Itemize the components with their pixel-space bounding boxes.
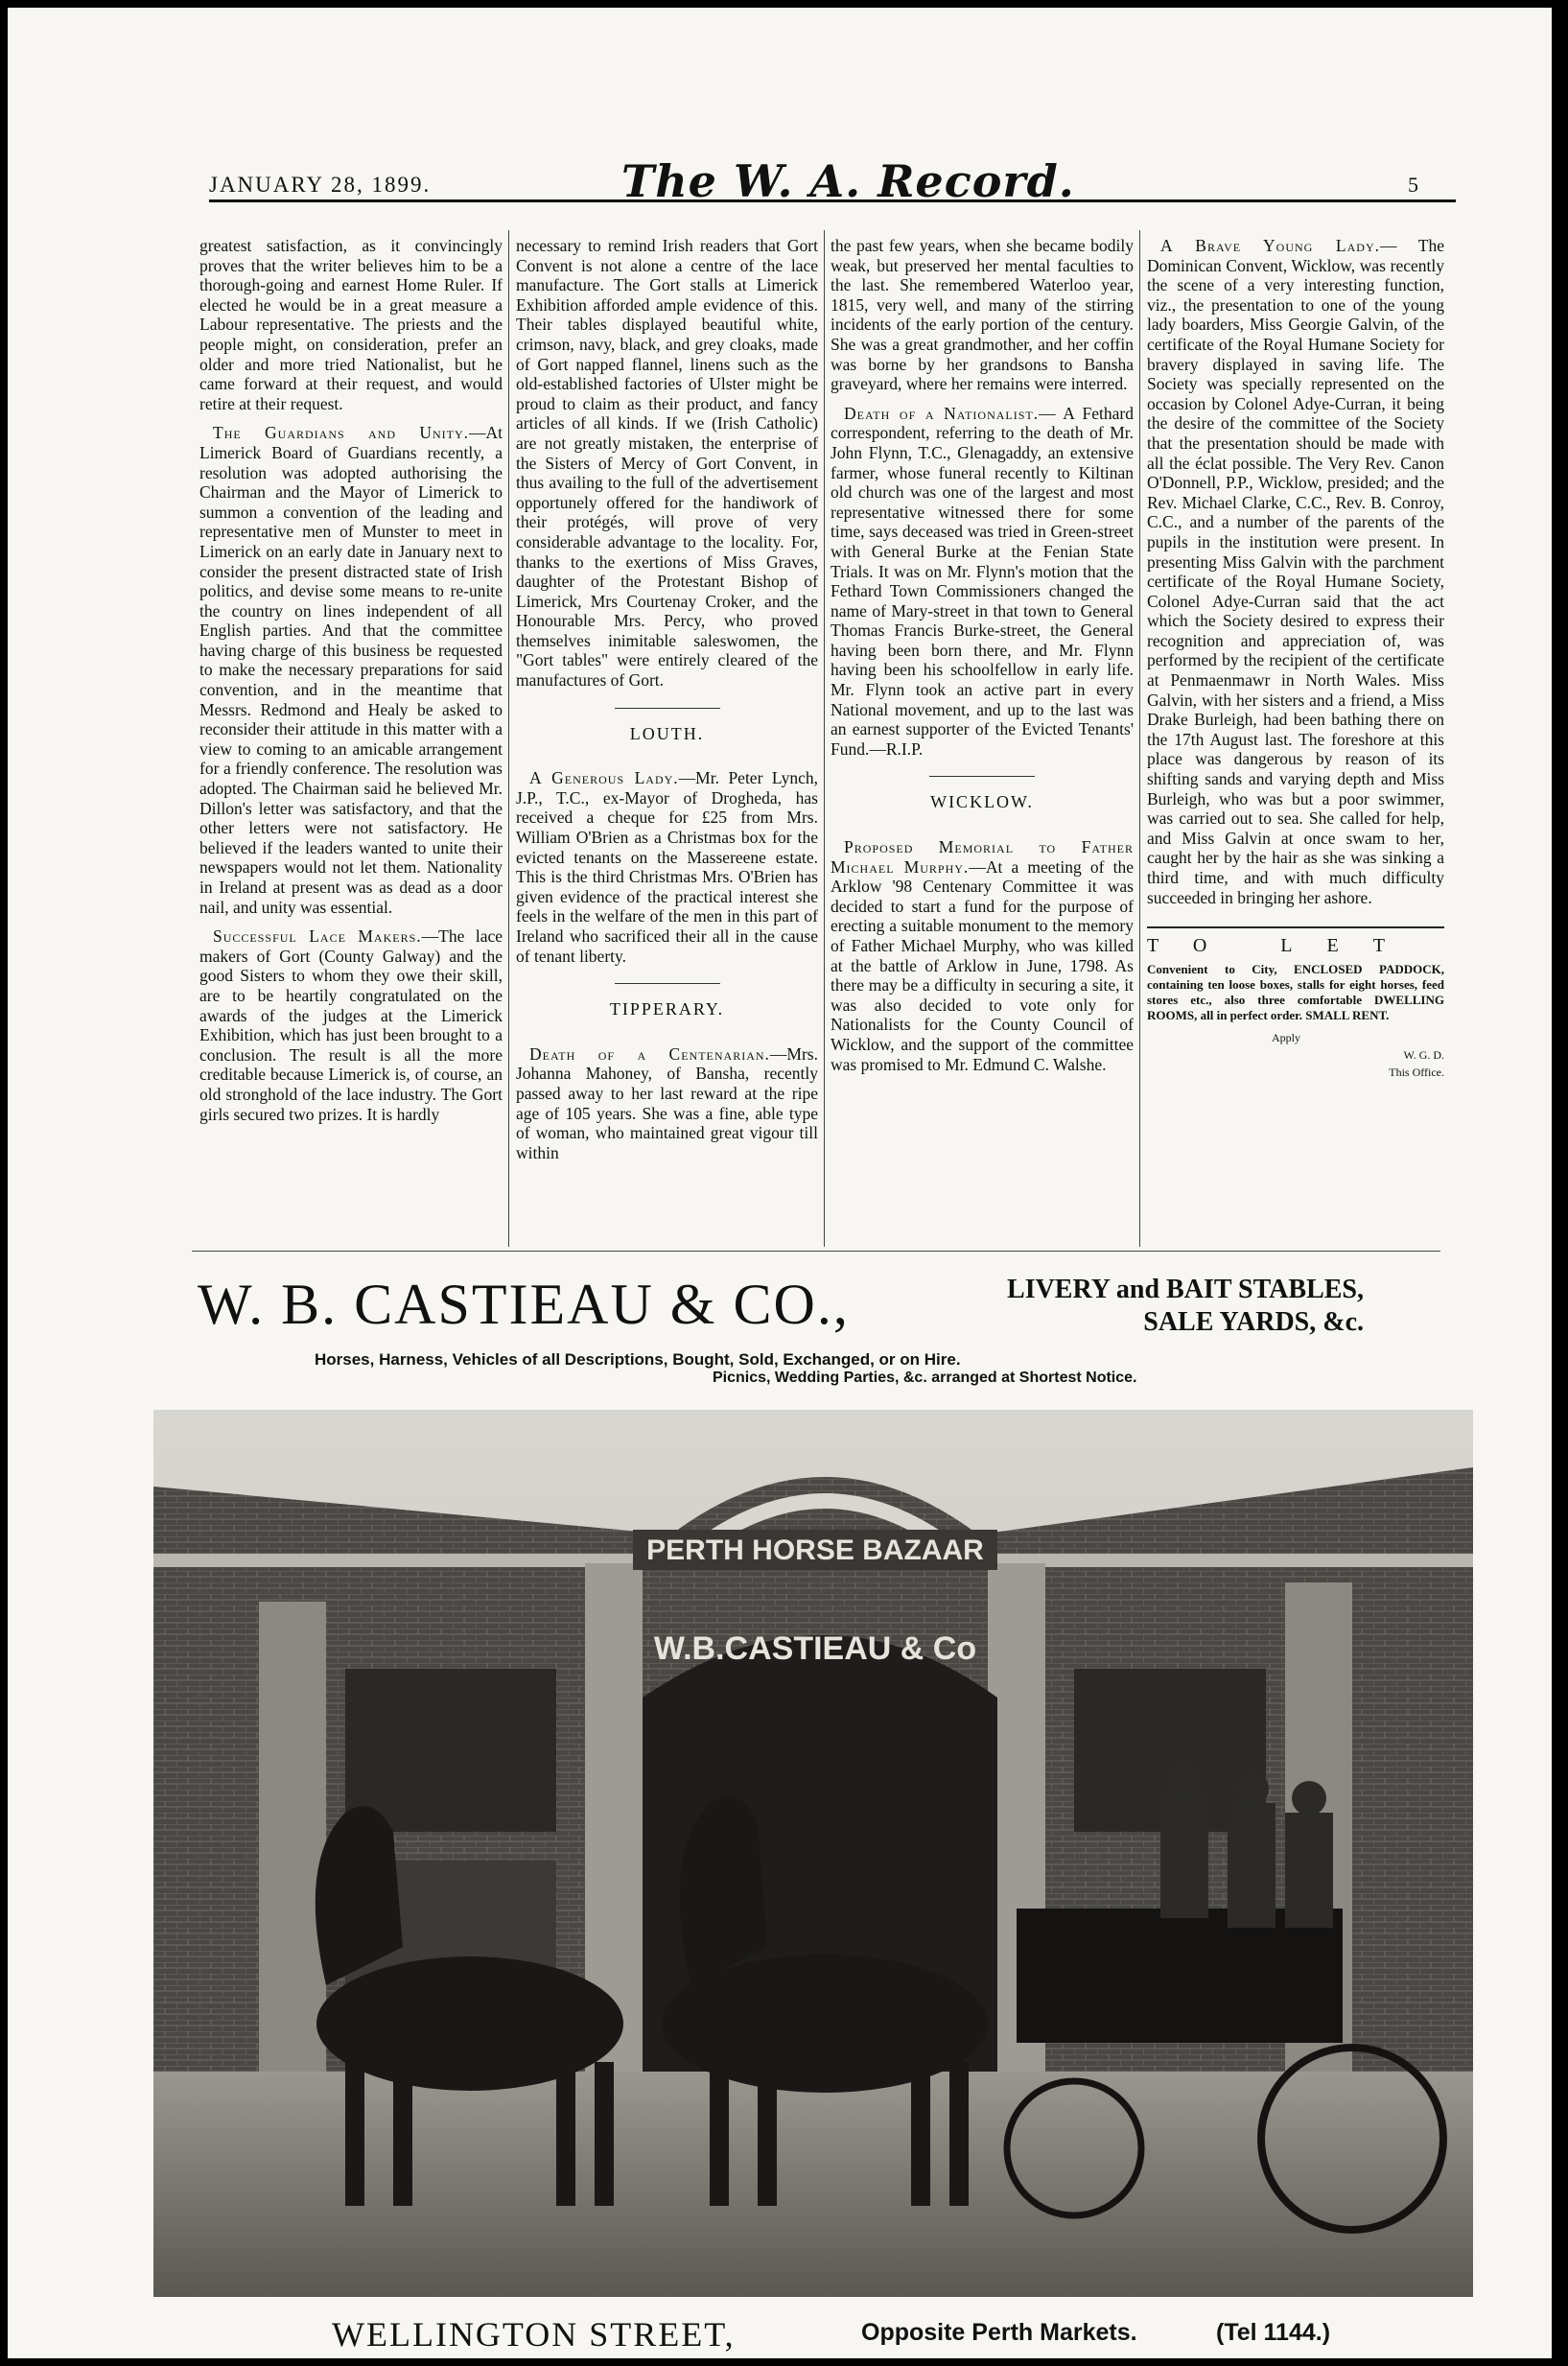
advert-livery (932, 1274, 1364, 1339)
article-lace-makers (199, 926, 503, 1124)
building-sign-1: PERTH HORSE BAZAAR (646, 1534, 984, 1566)
article-nationalist (831, 404, 1134, 760)
article-heading: Death of a Centenarian. (529, 1043, 770, 1064)
to-let-signature (1147, 1029, 1444, 1081)
horse-bazaar-photo (153, 1410, 1473, 2297)
article-heading: Death of a Nationalist. (844, 403, 1040, 423)
article-memorial (831, 837, 1134, 1074)
article-text: — The Dominican Convent, Wicklow, was recently the scene of a very interesting function, viz., the presentation to one of the young lady boarders, Miss Georgie Galvin, of the certificate of the Royal Humane Society for bravery displayed in saving life. The Society was specially represented on the occasion by Colonel Adye-Curran, it being the desire of the committee of the Society that the presentation should be made with all the éclat possible. The Very Rev. Canon O'Donnell, P.P., Wicklow, presided; and the Rev. Michael Clarke, C.C., Rev. B. Conroy, C.C., and a number of the parents of the pupils in the institution were present. In presenting Miss Galvin with the parchment certificate of the Royal Humane Society, Colonel Adye-Curran said that the act which the Society desired to express their recognition and appreciation of, was performed by the recipient of the certificate at Penmaenmawr in North Wales. Miss Galvin, with her sisters and a friend, a Miss Drake Burleigh, had been bathing there on the 17th August last. The foreshore at this place was dangerous by reason of its shifting sands and varying depth and Miss Burleigh, who was but a poor swimmer, was carried out to sea. She called for help, and Miss Galvin at once swam to her, caught her by the hair as she was sinking a third time, and with much difficulty succeeded in bringing her ashore. (1147, 236, 1444, 907)
page-header (123, 152, 1446, 207)
advert-horses-line: Horses, Harness, Vehicles of all Descriptions, Bought, Sold, Exchanged, or on Hire. (315, 1350, 961, 1369)
advert-telephone: (Tel 1144.) (1216, 2319, 1331, 2346)
article-paragraph: the past few years, when she became bodily weak, but preserved her mental faculties to the last. She remembered Waterloo year, 1815, very well, and many of the stirring incidents of the early portion of the century. She was a great grandmother, and her coffin was borne by her grandsons to Bansha graveyard, where her remains were interred. (831, 236, 1134, 394)
article-heading: The Guardians and Unity. (213, 423, 469, 443)
to-let-apply: Apply (1272, 1030, 1300, 1044)
column-divider (824, 230, 825, 1247)
advert-livery-line1: LIVERY and BAIT STABLES, (1007, 1275, 1364, 1304)
article-heading: Proposed Memorial to Father Michael Murphy. (831, 837, 1134, 877)
article-text: —At a meeting of the Arklow '98 Centenary Committee it was decided to start a fund for the purpose of erecting a suitable monument to the memory of Father Michael Murphy, who was killed at the battle of Arklow in June, 1798. As there may be a difficulty in securing a site, it was also decided to vote only for Nationalists for the County Council of Wicklow, and the support of the committee was promised to Mr. Edmund C. Walshe. (831, 856, 1134, 1074)
to-let-office: This Office. (1389, 1065, 1444, 1079)
column-divider (1139, 230, 1140, 1247)
header-rule (209, 199, 1456, 202)
article-heading: A Generous Lady. (529, 768, 679, 788)
advert-street: WELLINGTON STREET, (332, 2315, 736, 2354)
article-brave-lady (1147, 236, 1444, 907)
column-4 (1147, 236, 1444, 1081)
article-heading: A Brave Young Lady. (1160, 236, 1380, 255)
advert-livery-line2: SALE YARDS, &c. (1143, 1307, 1364, 1337)
to-let-advert (1147, 926, 1444, 1081)
columns-bottom-rule (192, 1251, 1440, 1252)
article-text: —Mr. Peter Lynch, J.P., T.C., ex-Mayor of Drogheda, has received a cheque for £25 from Mrs. William O'Brien as a Christmas box for the evicted tenants on the Massereene estate. This is the third Christmas Mrs. O'Brien has given evidence of the practical interest she feels in the welfare of the men in this part of Ireland who sacrificed their all in the cause of tenant liberty. (516, 768, 818, 966)
section-heading-wicklow: WICKLOW. (831, 776, 1134, 812)
issue-date: JANUARY 28, 1899. (209, 173, 432, 197)
advert-firm-name: W. B. CASTIEAU & CO., (198, 1273, 850, 1336)
column-3 (831, 236, 1134, 1084)
section-heading-tipperary: TIPPERARY. (516, 983, 818, 1019)
section-heading-louth: LOUTH. (516, 708, 818, 744)
to-let-title: TO LET (1147, 935, 1419, 957)
article-text: —The lace makers of Gort (County Galway) and the good Sisters to whom they owe their skill, are to be heartily congratulated on the awards of the judges at the Limerick Exhibition, which has just been brought to a conclusion. The result is all the more creditable because Limerick is, of course, an old stronghold of the lace industry. The Gort girls secured two prizes. It is hardly (199, 926, 503, 1124)
advert-picnics-line: Picnics, Wedding Parties, &c. arranged at Shortest Notice. (713, 1370, 1137, 1386)
page-number: 5 (1408, 173, 1418, 197)
column-1 (199, 236, 503, 1134)
to-let-name: W. G. D. (1403, 1047, 1444, 1062)
masthead-title: The W. A. Record. (621, 155, 1075, 207)
building-sign-2: W.B.CASTIEAU & Co (653, 1630, 977, 1667)
article-generous-lady (516, 768, 818, 966)
advert-opposite: Opposite Perth Markets. (861, 2319, 1137, 2346)
newspaper-page (8, 8, 1552, 2358)
article-paragraph: necessary to remind Irish readers that Gort Convent is not alone a centre of the lace manufacture. The Gort stalls at Limerick Exhibition afforded ample evidence of this. Their tables displayed beautiful white, crimson, navy, black, and grey cloaks, made of Gort napped flannel, linens such as the old-established factories of Ulster might be proud to claim as their product, and fancy articles of all kinds. If we (Irish Catholic) are not greatly mistaken, the enterprise of the Sisters of Mercy of Gort Convent, in thus availing to the full of the advertisement opportunely offered for the handiwork of their protégés, will prove of very considerable advantage to the locality. For, thanks to the exertions of Miss Graves, daughter of the Protestant Bishop of Limerick, Mrs Courtenay Croker, and the Honourable Mrs. Percy, who proved themselves inimitable saleswomen, the "Gort tables" were entirely cleared of the manufactures of Gort. (516, 236, 818, 691)
article-guardians-unity (199, 423, 503, 917)
article-paragraph: greatest satisfaction, as it convincingly proves that the writer believes him to be a thorough-going and earnest Home Ruler. If elected he would be in a great measure a Labour representative. The priests and the people might, on consideration, prefer an older and more tried Nationalist, but he came forward at their request, and would retire at their request. (199, 236, 503, 413)
article-centenarian (516, 1044, 818, 1163)
horse-bazaar-photo-drawing (153, 1410, 1473, 2297)
column-2 (516, 236, 818, 1172)
to-let-body: Convenient to City, ENCLOSED PADDOCK, containing ten loose boxes, stalls for eight horses, feed stores etc., also three comfortable DWELLING ROOMS, all in perfect order. SMALL RENT. (1147, 961, 1444, 1022)
article-text: —At Limerick Board of Guardians recently, a resolution was adopted authorising the Chairman and the Mayor of Limerick to summon a convention of the leading and representative men of Munster to meet in Limerick on an early date in January next to consider the present distracted state of Irish politics, and devise some means to re-unite the country on lines independent of all English parties. And that the committee having charge of this business be requested to make the necessary preparations for said convention, and in the meantime that Messrs. Redmond and Healy be asked to reconsider their attitude in this matter with a view to coming to an amicable arrangement for a friendly conference. The resolution was adopted. The Chairman said he believed Mr. Dillon's letter was satisfactory, and that the other letters were not satisfactory. He believed if the leaders wanted to unite their newspapers would not let them. Nationality in Ireland at present was as dead as a door nail, and unity was essential. (199, 423, 503, 917)
column-divider (508, 230, 509, 1247)
article-heading: Successful Lace Makers. (213, 926, 422, 947)
article-text: —Mrs. Johanna Mahoney, of Bansha, recently passed away to her last reward at the ripe age of 105 years. She was a fine, able type of woman, who maintained great vigour till within (516, 1043, 818, 1162)
article-text: — A Fethard correspondent, referring to the death of Mr. John Flynn, T.C., Glenagaddy, an extensive farmer, whose funeral recently to Kiltinan old church was one of the largest and most representative witnessed there for some time, says deceased was tried in Green-street with General Burke at the Fenian State Trials. It was on Mr. Flynn's motion that the Fethard Town Commissioners changed the name of Mary-street in that town to General Thomas Francis Burke-street, the General having been born there, and Mr. Flynn having been his schoolfellow in early life. Mr. Flynn took an active part in every National movement, and up to the last was an earnest supporter of the Evicted Tenants' Fund.—R.I.P. (831, 403, 1134, 759)
